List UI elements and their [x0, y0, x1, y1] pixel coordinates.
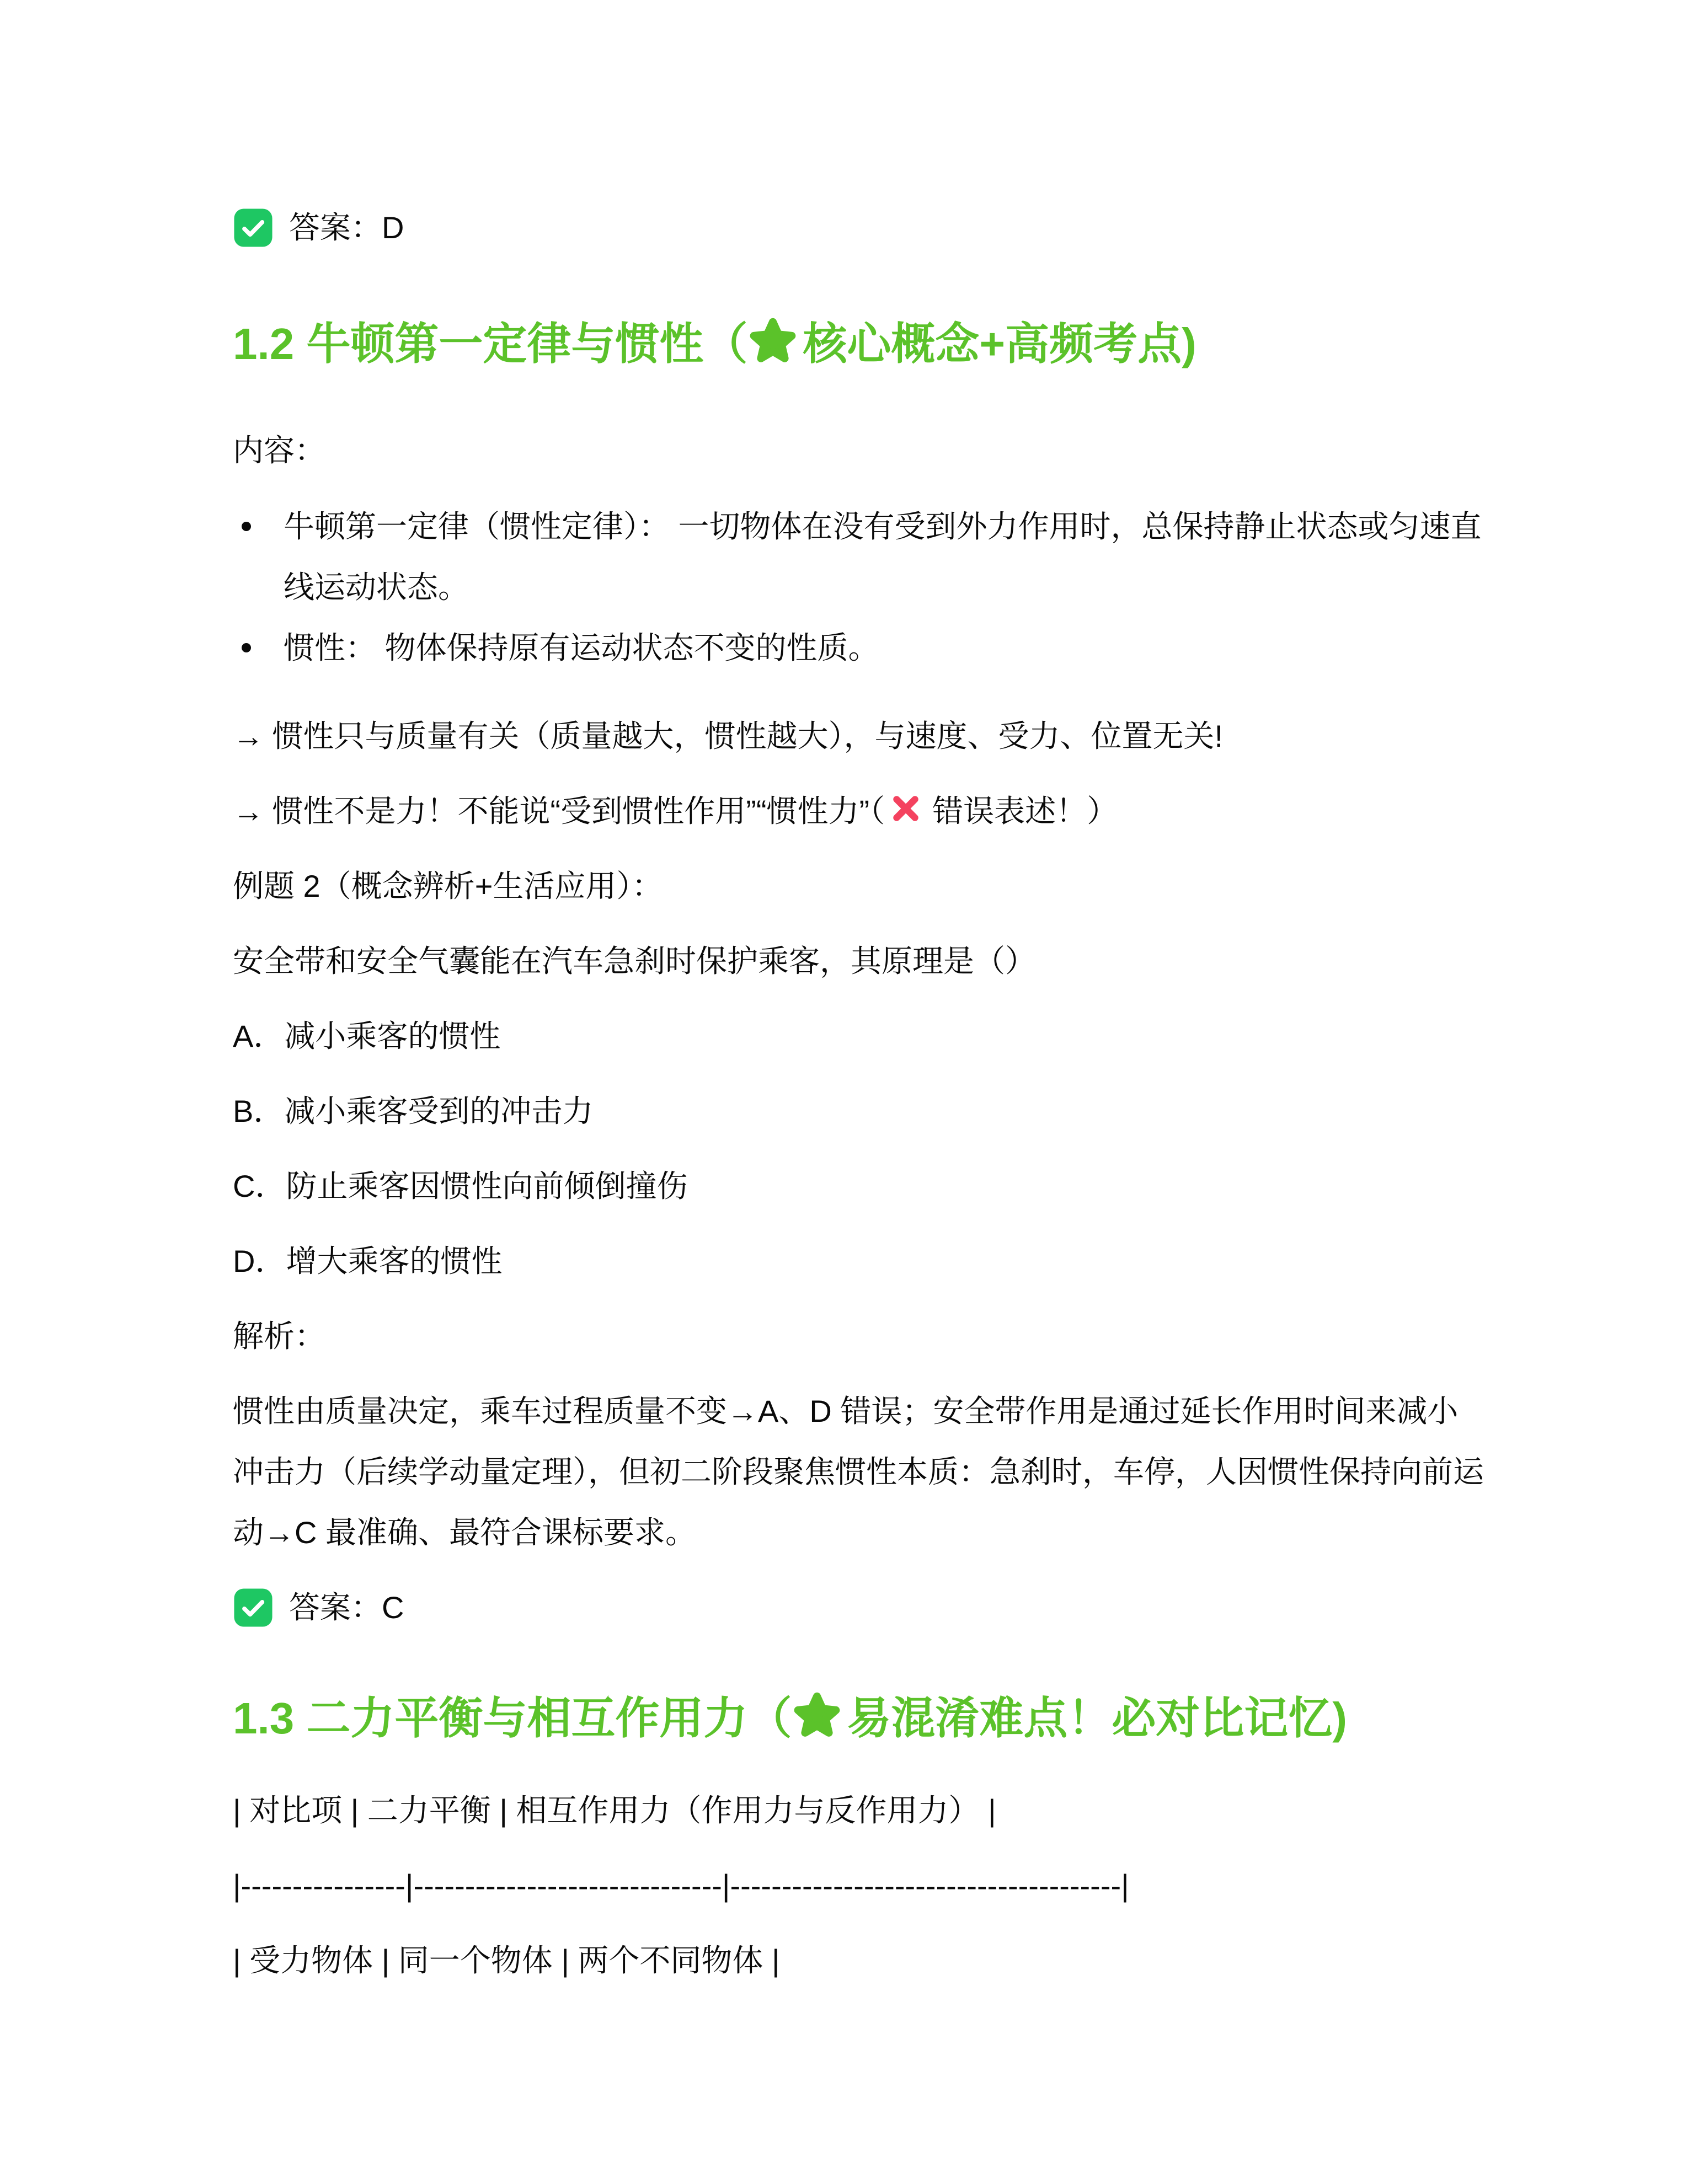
x-mark-icon — [888, 785, 923, 821]
answer-row-d — [233, 197, 1485, 258]
analysis-label: 解析： — [233, 1319, 325, 1353]
note-text-prefix: → 惯性不是力！不能说“受到惯性作用”“惯性力”（ — [233, 794, 885, 828]
answer-text: 答案：D — [289, 210, 404, 245]
note-text-suffix: 错误表述！） — [932, 794, 1118, 828]
answer-row-c — [233, 1577, 1485, 1638]
example-title: 例题 2（概念辨析+生活应用）： — [233, 869, 663, 903]
note-inertia-mass: → 惯性只与质量有关（质量越大，惯性越大），与速度、受力、位置无关! — [233, 719, 1224, 753]
heading-text-prefix: 1.2 牛顿第一定律与惯性（ — [233, 319, 748, 368]
section-heading-1-3 — [233, 1687, 1485, 1751]
list-item-text: 牛顿第一定律（惯性定律）： 一切物体在没有受到外力作用时，总保持静止状态或匀速直线运动状态。 — [284, 509, 1482, 604]
list-item — [233, 496, 1485, 618]
answer-text: 答案：C — [289, 1590, 404, 1625]
option-c: C．防止乘客因惯性向前倾倒撞伤 — [233, 1169, 688, 1203]
heading-text-prefix: 1.3 二力平衡与相互作用力（ — [233, 1694, 792, 1743]
table-data-row: | 受力物体 | 同一个物体 | 两个不同物体 | — [233, 1943, 780, 1978]
section-heading-1-2 — [233, 312, 1485, 376]
check-badge-icon — [233, 207, 274, 248]
heading-text-suffix: 核心概念+高频考点) — [803, 319, 1196, 368]
table-separator-row: |----------------|------------------------------|--------------------------------------| — [233, 1868, 1129, 1903]
heading-text-suffix: 易混淆难点！必对比记忆) — [847, 1694, 1348, 1743]
question-text: 安全带和安全气囊能在汽车急刹时保护乘客，其原理是（） — [233, 944, 1036, 978]
table-header-row: | 对比项 | 二力平衡 | 相互作用力（作用力与反作用力） | — [233, 1793, 996, 1828]
analysis-text: 惯性由质量决定，乘车过程质量不变→A、D 错误；安全带作用是通过延长作用时间来减小冲击力（后续学动量定理），但初二阶段聚焦惯性本质：急刹时，车停，人因惯性保持向前运动→C 最准确、最符合课标要求。 — [233, 1394, 1484, 1550]
list-item-text: 惯性： 物体保持原有运动状态不变的性质。 — [284, 630, 879, 665]
list-item — [233, 618, 1485, 678]
check-badge-icon — [233, 1587, 274, 1628]
concept-list — [233, 496, 1485, 678]
note-inertia-not-force — [233, 781, 1485, 842]
content-label: 内容： — [233, 433, 325, 468]
option-b: B．减小乘客受到的冲击力 — [233, 1094, 594, 1128]
star-icon — [793, 1691, 841, 1740]
star-icon — [749, 317, 797, 366]
bullet-icon — [242, 643, 251, 652]
option-a: A．减小乘客的惯性 — [233, 1019, 501, 1053]
option-d: D．增大乘客的惯性 — [233, 1244, 503, 1278]
bullet-icon — [242, 522, 251, 531]
